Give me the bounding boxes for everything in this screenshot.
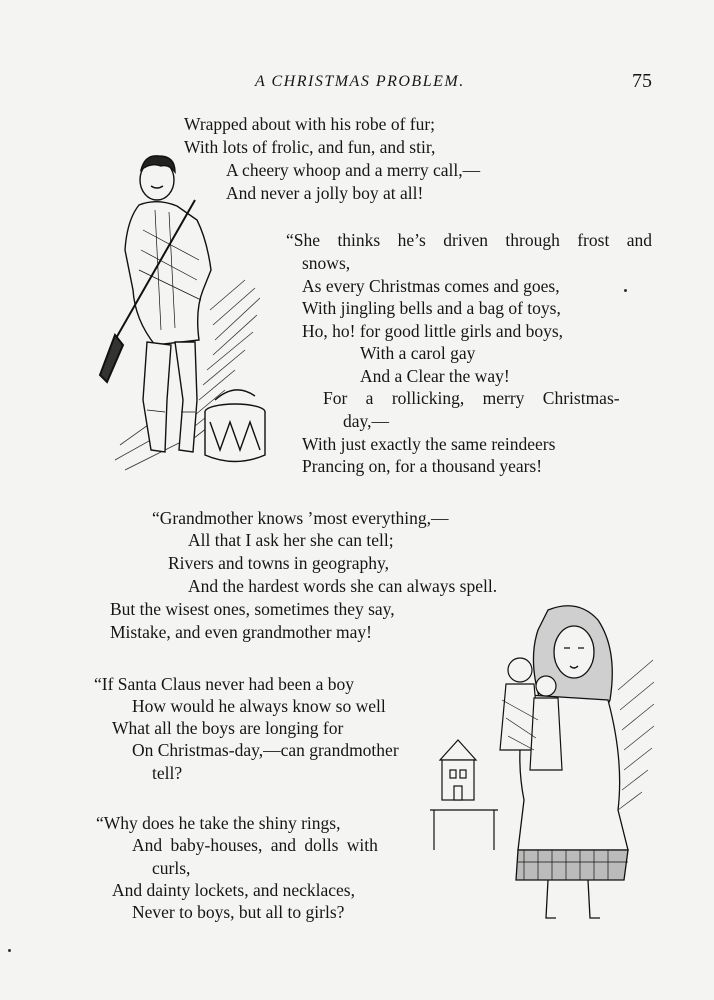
stanza4-line: How would he always know so well <box>132 696 386 716</box>
boy-legs <box>143 342 197 452</box>
stanza3-line: But the wisest ones, sometimes they say, <box>110 599 395 619</box>
stanza1-line: Wrapped about with his robe of fur; <box>184 114 436 134</box>
running-title: A CHRISTMAS PROBLEM. <box>255 73 465 90</box>
stanza4-line: On Christmas-day,—can grandmother <box>132 740 399 760</box>
stanza5-line: Never to boys, but all to girls? <box>132 902 345 922</box>
stanza1-line: And never a jolly boy at all! <box>226 183 424 203</box>
page-speck <box>8 949 11 952</box>
stanza2-line: snows, <box>302 253 351 273</box>
stanza2-line <box>286 232 652 250</box>
drum <box>205 390 265 462</box>
word: through <box>505 230 560 250</box>
doll-house <box>430 740 498 850</box>
stanza3-line: Mistake, and even grandmother may! <box>110 622 372 642</box>
stanza4-line: “If Santa Claus never had been a boy <box>94 674 354 694</box>
stanza5-line: curls, <box>152 858 191 878</box>
stanza3-line: And the hardest words she can always spell. <box>188 576 498 596</box>
stanza5-line: “Why does he take the shiny rings, <box>96 813 341 833</box>
word: thinks <box>337 230 381 250</box>
stanza2-line: With just exactly the same reindeers <box>302 434 556 454</box>
stanza2-line: With jingling bells and a bag of toys, <box>302 298 561 318</box>
stanza2-line: day,— <box>343 411 390 431</box>
girl-with-dolls-illustration <box>428 600 658 922</box>
stanza1-line: A cheery whoop and a merry call,— <box>226 160 481 180</box>
stanza2-line: With a carol gay <box>360 343 476 363</box>
stanza2-line: Prancing on, for a thousand years! <box>302 456 543 476</box>
stanza4-line: What all the boys are longing for <box>112 718 344 738</box>
page-number: 75 <box>632 70 652 92</box>
boy-head <box>140 156 175 200</box>
word: frost <box>577 230 610 250</box>
stanza2-line: Ho, ho! for good little girls and boys, <box>302 321 564 341</box>
background-hatching <box>618 660 654 810</box>
page-speck <box>624 289 627 292</box>
word: he’s <box>397 230 426 250</box>
stanza4-line: tell? <box>152 763 183 783</box>
stanza2-line: For a rollicking, merry Christmas- <box>323 388 620 408</box>
stanza2-line: And a Clear the way! <box>360 366 510 386</box>
word: driven <box>443 230 488 250</box>
stanza1-line: With lots of frolic, and fun, and stir, <box>184 137 436 157</box>
stanza5-line: And dainty lockets, and necklaces, <box>112 880 355 900</box>
stanza3-line: “Grandmother knows ’most everything,— <box>152 508 449 528</box>
stanza5-line: And baby-houses, and dolls with <box>132 835 378 855</box>
word: “She <box>286 230 321 250</box>
word: and <box>626 230 652 250</box>
stanza3-line: Rivers and towns in geography, <box>168 553 389 573</box>
boy-body <box>125 202 211 345</box>
stanza3-line: All that I ask her she can tell; <box>188 530 394 550</box>
stanza2-line: As every Christmas comes and goes, <box>302 276 560 296</box>
